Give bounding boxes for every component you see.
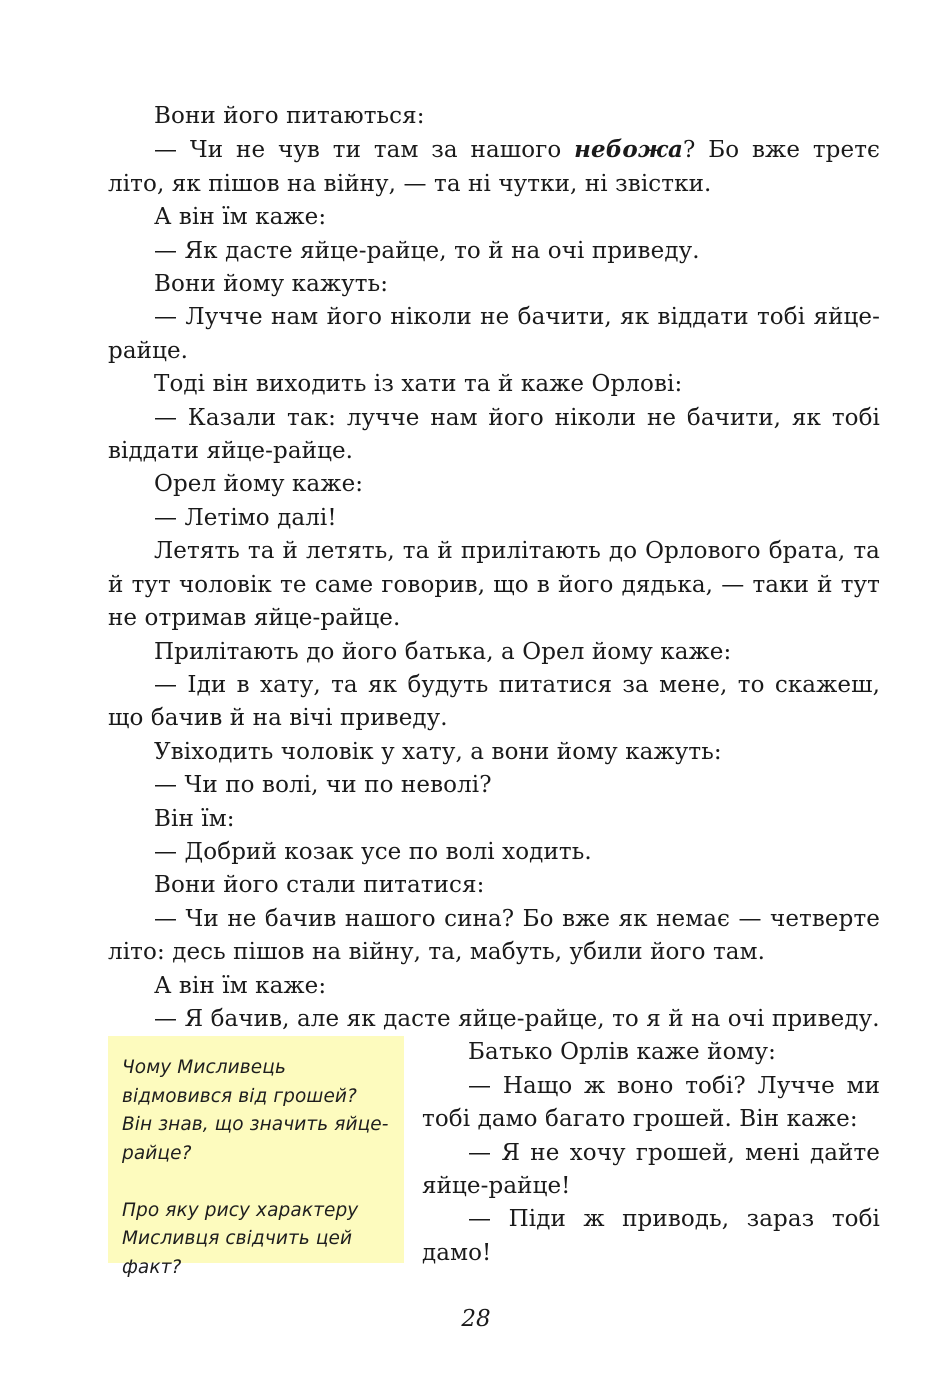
paragraph: А він їм каже: — [154, 204, 327, 231]
paragraph: Увіходить чоловік у хату, а вони йому кажуть: — [154, 738, 722, 765]
paragraph: Тоді він виходить із хати та й каже Орлові: — [154, 371, 683, 398]
paragraph: — Летімо далі! — [154, 504, 337, 531]
paragraph: — Як дасте яйце-райце, то й на очі приведу. — [154, 237, 700, 264]
note-question: Чому Мисливець відмовився від грошей? Він знав, що значить яйце-райце? — [122, 1057, 389, 1164]
paragraph: Він їм: — [154, 805, 235, 832]
right-column-text — [422, 1036, 880, 1270]
emphasized-word: небожа — [574, 136, 684, 164]
paragraph: А він їм каже: — [154, 972, 327, 999]
paragraph: — Іди в хату, та як будуть питатися за мене, то скажеш, що бачив й на вічі приведу. — [108, 671, 880, 732]
paragraph: — Я бачив, але як дасте яйце-райце, то я й на очі приведу. — [154, 1005, 880, 1032]
paragraph: — Нащо ж воно тобі? Лучче ми тобі дамо багато грошей. Він каже: — [422, 1072, 880, 1133]
paragraph: Вони його питаються: — [154, 103, 425, 129]
paragraph: Батько Орлів каже йому: — [468, 1039, 777, 1066]
paragraph: — Чи не чув ти там за нашого небожа? Бо вже третє літо, як пішов на війну, — та ні чутки, ні звістки. — [108, 136, 881, 197]
paragraph: Вони йому кажуть: — [154, 271, 389, 298]
page-number: 28 — [461, 1306, 491, 1332]
note-question: Про яку рису характеру Мисливця свідчить цей факт? — [122, 1199, 359, 1278]
paragraph: — Добрий козак усе по волі ходить. — [154, 838, 592, 865]
paragraph: — Казали так: лучче нам його ніколи не бачити, як тобі віддати яйце-райце. — [108, 404, 880, 465]
paragraph: Прилітають до його батька, а Орел йому каже: — [154, 638, 732, 665]
paragraph: — Лучче нам його ніколи не бачити, як віддати тобі яйце-райце. — [108, 304, 880, 364]
question-note-box — [108, 1036, 404, 1278]
paragraph: — Я не хочу грошей, мені дайте яйце-райце! — [422, 1139, 880, 1199]
story-text — [108, 100, 881, 1278]
paragraph: — Піди ж приводь, зараз тобі дамо! — [422, 1206, 880, 1266]
note-and-text-block — [108, 1036, 880, 1278]
paragraph: Орел йому каже: — [154, 471, 364, 498]
paragraph: Летять та й летять, та й прилітають до Орлового брата, та й тут чоловік те саме говорив, що в його дядька, — таки й тут не отримав яйце-райце. — [108, 538, 880, 632]
paragraph: Вони його стали питатися: — [154, 872, 485, 899]
paragraph: — Чи не бачив нашого сина? Бо вже як немає — четверте літо: десь пішов на війну, та, мабуть, убили його там. — [108, 905, 880, 966]
paragraph: — Чи по волі, чи по неволі? — [154, 772, 492, 799]
